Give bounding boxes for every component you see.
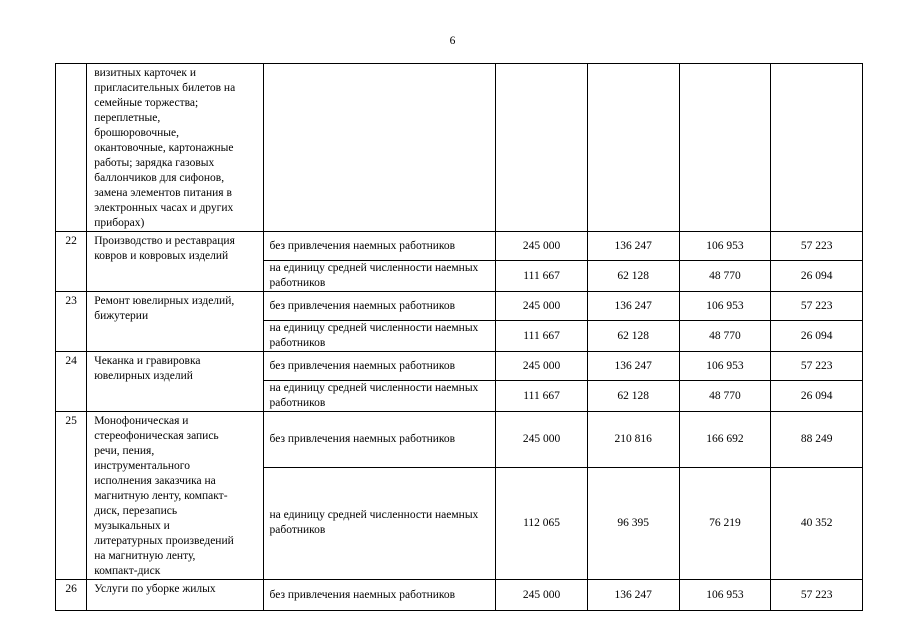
value-cell: 40 352 bbox=[771, 467, 863, 579]
activity-cell bbox=[87, 412, 263, 580]
value-cell: 111 667 bbox=[496, 261, 588, 292]
table-row bbox=[56, 232, 863, 261]
page-number: 6 bbox=[449, 35, 456, 47]
continuation-cell bbox=[87, 64, 263, 232]
empty-cell bbox=[263, 64, 496, 232]
row-number: 23 bbox=[56, 292, 87, 352]
text-line: переплетные, bbox=[94, 112, 161, 124]
table-row bbox=[56, 412, 863, 468]
num-cell bbox=[56, 64, 87, 232]
text-line: Чеканка и гравировка bbox=[94, 355, 201, 367]
value-cell: 245 000 bbox=[496, 412, 588, 468]
kind-cell: без привлечения наемных работников bbox=[263, 580, 496, 611]
empty-cell bbox=[496, 64, 588, 232]
kind-cell: без привлечения наемных работников bbox=[263, 412, 496, 468]
value-cell: 76 219 bbox=[679, 467, 771, 579]
value-cell: 62 128 bbox=[587, 321, 679, 352]
value-cell: 136 247 bbox=[587, 292, 679, 321]
text-line: Производство и реставрация bbox=[94, 235, 235, 247]
value-cell: 48 770 bbox=[679, 321, 771, 352]
text-line: исполнения заказчика на bbox=[94, 475, 216, 487]
text-line: Услуги по уборке жилых bbox=[94, 583, 216, 595]
row-number: 24 bbox=[56, 352, 87, 412]
activity-cell bbox=[87, 352, 263, 412]
text-line: окантовочные, картонажные bbox=[94, 142, 234, 154]
text-line: приборах) bbox=[94, 217, 145, 229]
value-cell: 106 953 bbox=[679, 292, 771, 321]
text-line: Ремонт ювелирных изделий, bbox=[94, 295, 235, 307]
empty-cell bbox=[771, 64, 863, 232]
kind-cell: на единицу средней численности наемных работников bbox=[263, 321, 496, 352]
activity-cell bbox=[87, 292, 263, 352]
activity-cell bbox=[87, 580, 263, 611]
value-cell: 111 667 bbox=[496, 321, 588, 352]
continuation-row bbox=[56, 64, 863, 232]
kind-cell: на единицу средней численности наемных работников bbox=[263, 261, 496, 292]
value-cell: 57 223 bbox=[771, 232, 863, 261]
text-line: пригласительных билетов на bbox=[94, 82, 236, 94]
row-number: 22 bbox=[56, 232, 87, 292]
value-cell: 245 000 bbox=[496, 352, 588, 381]
text-line: музыкальных и bbox=[94, 520, 170, 532]
value-cell: 48 770 bbox=[679, 261, 771, 292]
text-line: работы; зарядка газовых bbox=[94, 157, 215, 169]
text-line: магнитную ленту, компакт- bbox=[94, 490, 228, 502]
kind-cell: без привлечения наемных работников bbox=[263, 352, 496, 381]
value-cell: 166 692 bbox=[679, 412, 771, 468]
value-cell: 57 223 bbox=[771, 580, 863, 611]
tax-rates-table bbox=[55, 63, 863, 611]
table-row bbox=[56, 292, 863, 321]
table-row bbox=[56, 352, 863, 381]
text-line: баллончиков для сифонов, bbox=[94, 172, 225, 184]
value-cell: 62 128 bbox=[587, 381, 679, 412]
value-cell: 245 000 bbox=[496, 580, 588, 611]
empty-cell bbox=[587, 64, 679, 232]
value-cell: 136 247 bbox=[587, 580, 679, 611]
value-cell: 106 953 bbox=[679, 232, 771, 261]
text-line: брошюровочные, bbox=[94, 127, 179, 139]
text-line: бижутерии bbox=[94, 310, 149, 322]
text-line: электронных часах и других bbox=[94, 202, 234, 214]
text-line: речи, пения, bbox=[94, 445, 155, 457]
value-cell: 136 247 bbox=[587, 352, 679, 381]
kind-cell: без привлечения наемных работников bbox=[263, 292, 496, 321]
value-cell: 112 065 bbox=[496, 467, 588, 579]
text-line: инструментального bbox=[94, 460, 190, 472]
value-cell: 106 953 bbox=[679, 352, 771, 381]
text-line: визитных карточек и bbox=[94, 67, 196, 79]
kind-cell: на единицу средней численности наемных работников bbox=[263, 381, 496, 412]
kind-cell: на единицу средней численности наемных работников bbox=[263, 467, 496, 579]
text-line: компакт-диск bbox=[94, 565, 161, 577]
table-row bbox=[56, 580, 863, 611]
value-cell: 26 094 bbox=[771, 321, 863, 352]
row-number: 25 bbox=[56, 412, 87, 580]
text-line: на магнитную ленту, bbox=[94, 550, 196, 562]
text-line: диск, перезапись bbox=[94, 505, 178, 517]
text-line: ювелирных изделий bbox=[94, 370, 193, 382]
empty-cell bbox=[679, 64, 771, 232]
text-line: замена элементов питания в bbox=[94, 187, 232, 199]
text-line: литературных произведений bbox=[94, 535, 234, 547]
value-cell: 26 094 bbox=[771, 381, 863, 412]
row-number: 26 bbox=[56, 580, 87, 611]
value-cell: 136 247 bbox=[587, 232, 679, 261]
value-cell: 48 770 bbox=[679, 381, 771, 412]
value-cell: 57 223 bbox=[771, 352, 863, 381]
value-cell: 88 249 bbox=[771, 412, 863, 468]
value-cell: 26 094 bbox=[771, 261, 863, 292]
text-line: ковров и ковровых изделий bbox=[94, 250, 229, 262]
value-cell: 96 395 bbox=[587, 467, 679, 579]
text-line: семейные торжества; bbox=[94, 97, 199, 109]
text-line: Монофоническая и bbox=[94, 415, 189, 427]
value-cell: 62 128 bbox=[587, 261, 679, 292]
value-cell: 106 953 bbox=[679, 580, 771, 611]
value-cell: 210 816 bbox=[587, 412, 679, 468]
value-cell: 111 667 bbox=[496, 381, 588, 412]
activity-cell bbox=[87, 232, 263, 292]
value-cell: 57 223 bbox=[771, 292, 863, 321]
value-cell: 245 000 bbox=[496, 232, 588, 261]
value-cell: 245 000 bbox=[496, 292, 588, 321]
kind-cell: без привлечения наемных работников bbox=[263, 232, 496, 261]
text-line: стереофоническая запись bbox=[94, 430, 219, 442]
